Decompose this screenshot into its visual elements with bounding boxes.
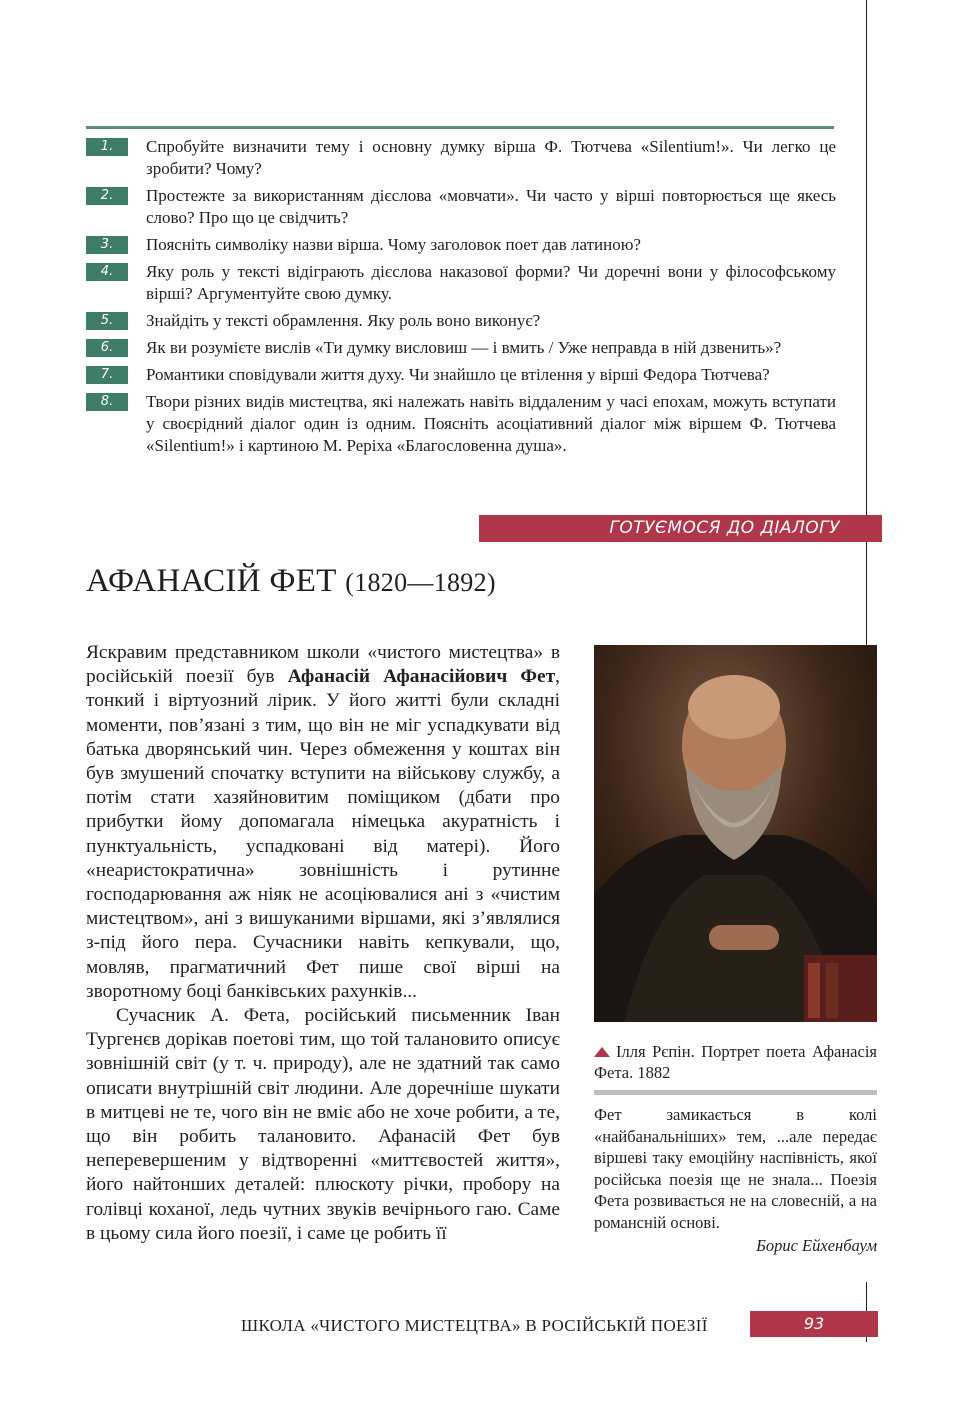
page-edge-line xyxy=(866,0,867,646)
question-text: Як ви розумієте вислів «Ти думку висловиш — і вмить / Уже неправда в ній дзвенить»? xyxy=(146,338,782,357)
quote-author: Борис Ейхенбаум xyxy=(756,1236,877,1255)
quote-divider xyxy=(594,1090,877,1095)
question-item xyxy=(86,261,836,305)
question-text: Романтики сповідували життя духу. Чи знайшло це втілення у вірші Федора Тютчева? xyxy=(146,365,770,384)
question-item xyxy=(86,391,836,457)
question-number: 7. xyxy=(86,366,128,384)
paragraph xyxy=(86,641,560,1004)
question-item xyxy=(86,310,836,332)
portrait-illustration xyxy=(594,645,877,1022)
questions-top-rule xyxy=(86,126,834,129)
caption-text: Ілля Рєпін. Портрет поета Афанасія Фета. 1882 xyxy=(594,1042,877,1082)
author-full-name: Афанасій Афанасійович Фет xyxy=(287,666,556,688)
author-name: АФАНАСІЙ ФЕТ xyxy=(86,563,337,599)
question-text: Спробуйте визначити тему і основну думку вірша Ф. Тютчева «Silentium!». Чи легко це зробити? Чому? xyxy=(146,137,836,178)
author-years: (1820—1892) xyxy=(345,568,496,597)
question-text: Поясніть символіку назви вірша. Чому заголовок поет дав латиною? xyxy=(146,235,641,254)
question-item xyxy=(86,234,836,256)
section-banner xyxy=(479,515,882,542)
page-number: 93 xyxy=(803,1314,825,1333)
page-number-box xyxy=(750,1311,878,1337)
question-number: 4. xyxy=(86,263,128,281)
question-text: Твори різних видів мистецтва, які належать навіть віддаленим у часі епохам, можуть вступати у своєрідний діалог один із одним. Поясніть асоціативний діалог між віршем Ф. Тютчева «Silentium!» і картиною М. Реріха «Благословенна душа». xyxy=(146,392,836,455)
quote-text: Фет замикається в колі «найбанальніших» тем, ...але передає віршеві таку емоційну наспівність, якої російська поезія ще не знала... Поезія Фета розвивається не на словесній, а на романсній основі. xyxy=(594,1105,877,1232)
question-number: 2. xyxy=(86,187,128,205)
author-heading xyxy=(86,563,496,600)
question-number: 5. xyxy=(86,312,128,330)
question-text: Простежте за використанням дієслова «мовчати». Чи часто у вірші повторюється ще якесь слово? Про що це свідчить? xyxy=(146,186,836,227)
question-number: 1. xyxy=(86,138,128,156)
question-item xyxy=(86,337,836,359)
question-text: Яку роль у тексті відіграють дієслова наказової форми? Чи доречні вони у філософському вірші? Аргументуйте свою думку. xyxy=(146,262,836,303)
questions-list xyxy=(86,136,836,462)
question-item xyxy=(86,136,836,180)
paragraph-text: , тонкий і віртуозний лірик. У його житті були складні моменти, пов’язані з тим, що він не міг успадкувати від батька дворянський чин. Через обмеження у коштах він був змушений спочатку вступити на військову службу, а потім стати хазяйновитим поміщиком (дбати про прибутки йому допомагала німецька акуратність і пунктуальність, успадковані від матері). Його «неаристократична» зовнішність і рутинне господарювання аж ніяк не асоціювалися ані з «чистим мистецтвом», ані з вишуканими віршами, які з’являлися з-під його пера. Сучасники навіть кепкували, що, мовляв, прагматичний Фет пише свої вірші на зворотному боці банківських рахунків... xyxy=(86,666,560,1002)
footer-title: ШКОЛА «ЧИСТОГО МИСТЕЦТВА» В РОСІЙСЬКІЙ ПОЕЗІЇ xyxy=(241,1316,708,1335)
paragraph: Сучасник А. Фета, російський письменник Іван Тургенєв дорікав поетові тим, що той талановито описує зовнішній світ (у т. ч. природу), але не здатний так само описати внутрішній світ людини. Але доречніше шукати в митцеві не те, чого він не вміє або не хоче робити, а те, що він робить талановито. Афанасій Фет був неперевершеним у відтворенні «миттєвостей життя», його найтонших деталей: плюскоту річки, пробору на голівці коханої, ледь чутних звуків вечірнього гаю. Саме в цьому сила його поезії, і саме це робить її xyxy=(86,1005,560,1244)
portrait-caption xyxy=(594,1041,877,1083)
question-number: 8. xyxy=(86,393,128,411)
question-number: 6. xyxy=(86,339,128,357)
question-item xyxy=(86,364,836,386)
question-item xyxy=(86,185,836,229)
portrait-image xyxy=(594,645,877,1022)
main-article xyxy=(86,641,560,1246)
question-text: Знайдіть у тексті обрамлення. Яку роль воно виконує? xyxy=(146,311,541,330)
paragraph-text: Яскравим представником школи «чистого мистецтва» в російській поезії був xyxy=(86,642,560,688)
triangle-icon xyxy=(594,1047,610,1057)
section-banner-label: ГОТУЄМОСЯ ДО ДІАЛОГУ xyxy=(609,518,840,538)
question-number: 3. xyxy=(86,236,128,254)
